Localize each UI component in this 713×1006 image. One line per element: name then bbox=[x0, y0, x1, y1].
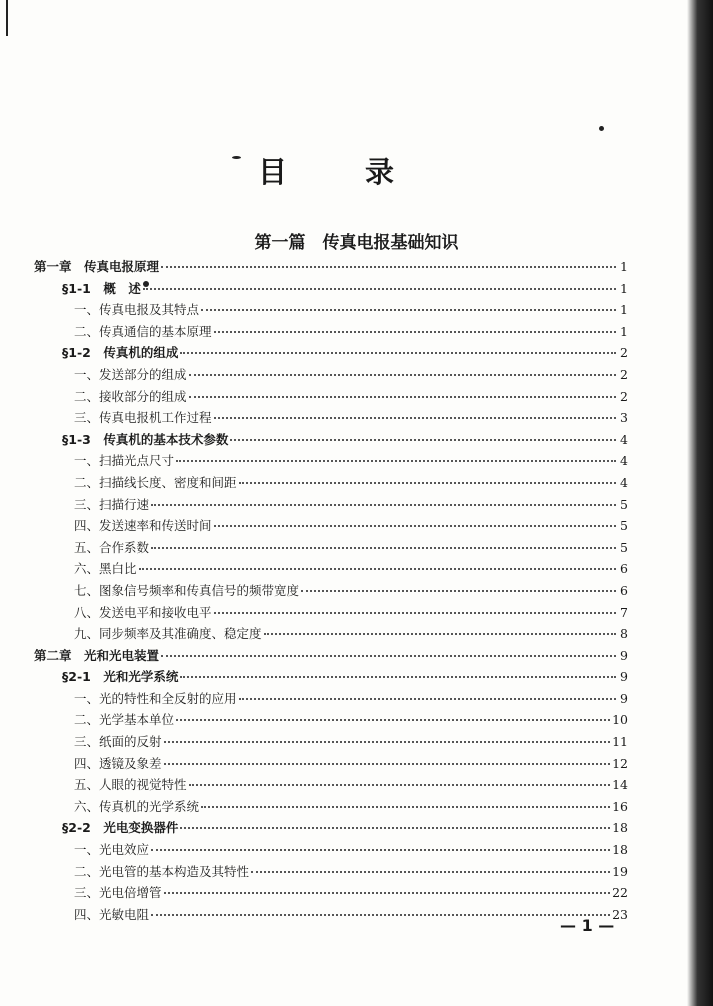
toc-item bbox=[34, 472, 628, 494]
toc-chapter bbox=[34, 645, 628, 667]
table-of-contents bbox=[34, 256, 628, 925]
toc-entry-page: 4 bbox=[620, 474, 628, 490]
toc-entry-label: 七、图象信号频率和传真信号的频带宽度 bbox=[74, 582, 300, 598]
toc-item bbox=[34, 386, 628, 408]
toc-item bbox=[34, 537, 628, 559]
toc-item bbox=[34, 753, 628, 775]
scan-edge-shadow bbox=[687, 0, 713, 1006]
scan-speck bbox=[599, 126, 604, 131]
toc-entry-page: 18 bbox=[612, 820, 628, 836]
toc-entry-page: 6 bbox=[620, 582, 628, 598]
toc-entry-page: 10 bbox=[612, 712, 628, 728]
page-number: — 1 — bbox=[560, 916, 615, 935]
dot-leader bbox=[201, 309, 616, 311]
toc-section bbox=[34, 429, 628, 451]
toc-entry-label: 三、光电倍增管 bbox=[74, 885, 162, 901]
toc-item bbox=[34, 515, 628, 537]
toc-item bbox=[34, 882, 628, 904]
dot-leader bbox=[161, 655, 616, 657]
toc-entry-label: 九、同步频率及其准确度、稳定度 bbox=[74, 626, 262, 642]
toc-entry-label: §2-2 光电变换器件 bbox=[62, 820, 179, 836]
dot-leader bbox=[214, 525, 616, 527]
toc-entry-label: 第一章 传真电报原理 bbox=[34, 259, 160, 274]
scan-edge-mark bbox=[6, 0, 8, 36]
toc-entry-page: 22 bbox=[612, 885, 628, 901]
toc-item bbox=[34, 407, 628, 429]
title-char-2: 录 bbox=[365, 155, 395, 189]
toc-item bbox=[34, 904, 628, 926]
dot-leader bbox=[214, 331, 616, 333]
dot-leader bbox=[139, 568, 616, 570]
toc-entry-page: 2 bbox=[620, 388, 628, 404]
dot-leader bbox=[176, 460, 616, 462]
toc-section bbox=[34, 817, 628, 839]
toc-entry-page: 1 bbox=[620, 323, 628, 339]
toc-entry-page: 3 bbox=[620, 410, 628, 426]
toc-entry-page: 2 bbox=[620, 345, 628, 361]
dot-leader bbox=[201, 806, 610, 808]
toc-entry-label: 二、传真通信的基本原理 bbox=[74, 323, 212, 339]
toc-entry-label: 四、光敏电阻 bbox=[74, 906, 150, 922]
dot-leader bbox=[214, 417, 616, 419]
title-char-1: 目 bbox=[258, 155, 288, 189]
toc-entry-page: 1 bbox=[620, 302, 628, 318]
toc-entry-label: 五、人眼的视觉特性 bbox=[74, 777, 187, 793]
toc-section bbox=[34, 278, 628, 300]
toc-entry-page: 5 bbox=[620, 518, 628, 534]
dot-leader bbox=[251, 871, 610, 873]
toc-item bbox=[34, 839, 628, 861]
toc-item bbox=[34, 688, 628, 710]
toc-entry-page: 6 bbox=[620, 561, 628, 577]
toc-entry-label: 二、接收部分的组成 bbox=[74, 388, 187, 404]
dot-leader bbox=[230, 439, 616, 441]
toc-entry-page: 16 bbox=[612, 798, 628, 814]
toc-entry-page: 7 bbox=[620, 604, 628, 620]
toc-entry-label: 一、光电效应 bbox=[74, 842, 150, 858]
dot-leader bbox=[189, 784, 611, 786]
toc-entry-page: 2 bbox=[620, 366, 628, 382]
toc-section bbox=[34, 666, 628, 688]
toc-entry-page: 12 bbox=[612, 755, 628, 771]
toc-entry-label: §1-1 概 述 bbox=[62, 280, 141, 296]
toc-entry-label: 一、发送部分的组成 bbox=[74, 366, 187, 382]
toc-entry-label: 二、扫描线长度、密度和间距 bbox=[74, 474, 237, 490]
toc-entry-page: 9 bbox=[620, 669, 628, 685]
toc-entry-page: 23 bbox=[612, 906, 628, 922]
toc-item bbox=[34, 558, 628, 580]
dot-leader bbox=[239, 698, 616, 700]
toc-item bbox=[34, 364, 628, 386]
toc-entry-page: 5 bbox=[620, 496, 628, 512]
dot-leader bbox=[180, 827, 610, 829]
toc-chapter bbox=[34, 256, 628, 278]
toc-item bbox=[34, 494, 628, 516]
dot-leader bbox=[143, 288, 616, 290]
dot-leader bbox=[164, 741, 611, 743]
toc-entry-page: 1 bbox=[620, 280, 628, 296]
toc-entry-label: 四、发送速率和传送时间 bbox=[74, 518, 212, 534]
toc-entry-label: 一、传真电报及其特点 bbox=[74, 302, 200, 318]
toc-item bbox=[34, 861, 628, 883]
toc-item bbox=[34, 321, 628, 343]
toc-item bbox=[34, 299, 628, 321]
dot-leader bbox=[180, 352, 616, 354]
dot-leader bbox=[214, 612, 616, 614]
toc-item bbox=[34, 774, 628, 796]
toc-entry-page: 18 bbox=[612, 842, 628, 858]
toc-item bbox=[34, 450, 628, 472]
toc-entry-page: 19 bbox=[612, 863, 628, 879]
toc-entry-page: 5 bbox=[620, 539, 628, 555]
dot-leader bbox=[151, 849, 610, 851]
toc-entry-page: 11 bbox=[612, 734, 628, 750]
toc-entry-page: 1 bbox=[620, 259, 628, 274]
toc-item bbox=[34, 796, 628, 818]
toc-entry-page: 8 bbox=[620, 626, 628, 642]
toc-entry-label: 六、传真机的光学系统 bbox=[74, 798, 200, 814]
toc-entry-label: 三、传真电报机工作过程 bbox=[74, 410, 212, 426]
toc-entry-label: 一、扫描光点尺寸 bbox=[74, 453, 175, 469]
toc-item bbox=[34, 623, 628, 645]
dot-leader bbox=[239, 482, 616, 484]
dot-leader bbox=[189, 374, 616, 376]
toc-section bbox=[34, 342, 628, 364]
toc-entry-label: 二、光学基本单位 bbox=[74, 712, 175, 728]
toc-entry-label: §2-1 光和光学系统 bbox=[62, 669, 179, 685]
dot-leader bbox=[151, 914, 610, 916]
dot-leader bbox=[151, 504, 616, 506]
toc-entry-label: 四、透镜及象差 bbox=[74, 755, 162, 771]
toc-entry-label: 五、合作系数 bbox=[74, 539, 150, 555]
dot-leader bbox=[189, 396, 616, 398]
dot-leader bbox=[151, 547, 616, 549]
scan-speck bbox=[232, 156, 241, 159]
dot-leader bbox=[161, 266, 616, 268]
toc-item bbox=[34, 602, 628, 624]
toc-entry-page: 4 bbox=[620, 453, 628, 469]
dot-leader bbox=[180, 676, 616, 678]
dot-leader bbox=[301, 590, 616, 592]
toc-entry-label: 一、光的特性和全反射的应用 bbox=[74, 690, 237, 706]
dot-leader bbox=[164, 763, 611, 765]
toc-entry-page: 4 bbox=[620, 431, 628, 447]
part-heading: 第一篇 传真电报基础知识 bbox=[254, 233, 459, 253]
toc-entry-page: 14 bbox=[612, 777, 628, 793]
toc-entry-page: 9 bbox=[620, 647, 628, 663]
toc-entry-page: 9 bbox=[620, 690, 628, 706]
dot-leader bbox=[264, 633, 616, 635]
dot-leader bbox=[164, 892, 611, 894]
toc-item bbox=[34, 580, 628, 602]
toc-entry-label: §1-3 传真机的基本技术参数 bbox=[62, 431, 229, 447]
toc-item bbox=[34, 709, 628, 731]
toc-item bbox=[34, 731, 628, 753]
toc-entry-label: 二、光电管的基本构造及其特性 bbox=[74, 863, 250, 879]
toc-entry-label: 第二章 光和光电装置 bbox=[34, 647, 160, 663]
toc-entry-label: §1-2 传真机的组成 bbox=[62, 345, 179, 361]
toc-entry-label: 六、黑白比 bbox=[74, 561, 137, 577]
toc-entry-label: 三、纸面的反射 bbox=[74, 734, 162, 750]
dot-leader bbox=[176, 719, 610, 721]
toc-entry-label: 三、扫描行速 bbox=[74, 496, 150, 512]
toc-entry-label: 八、发送电平和接收电平 bbox=[74, 604, 212, 620]
